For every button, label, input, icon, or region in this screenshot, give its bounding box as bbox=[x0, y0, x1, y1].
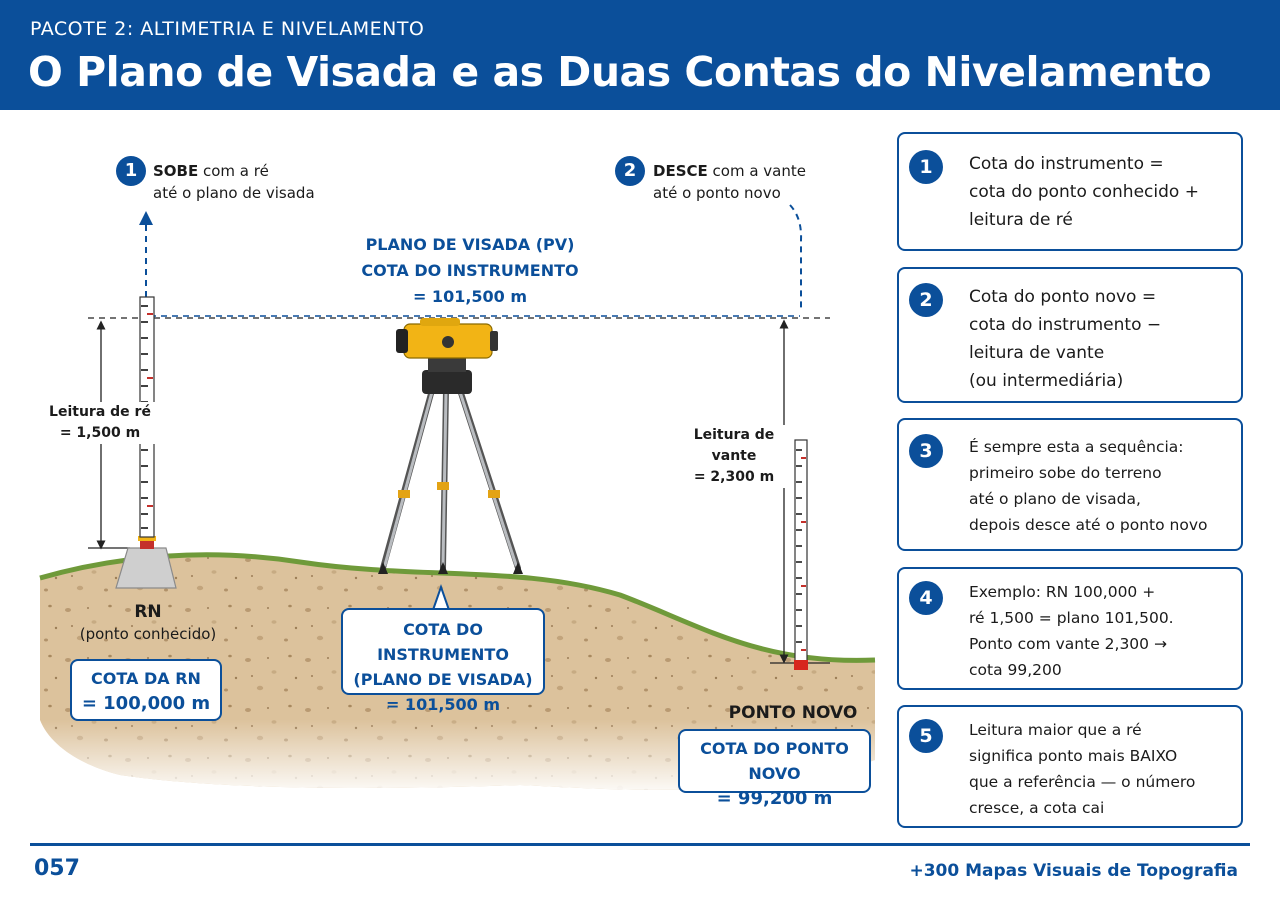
rn-label bbox=[68, 601, 228, 645]
level-instrument bbox=[378, 318, 523, 574]
plane-of-sight-label bbox=[330, 232, 610, 310]
card-1-number: 1 bbox=[909, 150, 943, 184]
pv-line3: = 101,500 m bbox=[412, 287, 528, 306]
step2-verb: DESCE bbox=[653, 162, 708, 180]
card-5-text: Leitura maior que a ré significa ponto mais BAIXO que a referência — o número cresce, a cota cai bbox=[969, 721, 1196, 817]
vante-reading-line1: Leitura de vante bbox=[693, 427, 775, 464]
header-banner bbox=[0, 0, 1280, 110]
card-5-number: 5 bbox=[909, 719, 943, 753]
step1-verb: SOBE bbox=[153, 162, 199, 180]
re-reading-line1: Leitura de ré bbox=[49, 404, 151, 420]
new-point-name: PONTO NOVO bbox=[728, 703, 858, 723]
step2-badge: 2 bbox=[615, 156, 645, 186]
instrument-cota-line1: COTA DO INSTRUMENTO bbox=[377, 620, 509, 664]
series-title: +300 Mapas Visuais de Topografia bbox=[909, 861, 1238, 881]
card-4-number: 4 bbox=[909, 581, 943, 615]
card-2-number: 2 bbox=[909, 283, 943, 317]
card-5 bbox=[897, 705, 1243, 828]
card-4-text: Exemplo: RN 100,000 + ré 1,500 = plano 101,500. Ponto com vante 2,300 → cota 99,200 bbox=[969, 583, 1174, 679]
rod-vante bbox=[794, 440, 808, 670]
card-3 bbox=[897, 418, 1243, 551]
step1-label bbox=[153, 160, 315, 204]
package-kicker: PACOTE 2: ALTIMETRIA E NIVELAMENTO bbox=[30, 18, 425, 40]
instrument-cota-line2: (PLANO DE VISADA) bbox=[353, 670, 533, 689]
instrument-cota-box bbox=[341, 608, 545, 714]
step1-rest: com a ré bbox=[198, 162, 269, 180]
re-reading-line2: = 1,500 m bbox=[59, 425, 141, 441]
vante-reading-line2: = 2,300 m bbox=[693, 469, 775, 485]
rn-desc: (ponto conhecido) bbox=[79, 625, 217, 643]
page-title: O Plano de Visada e as Duas Contas do Nivelamento bbox=[28, 48, 1212, 96]
card-1 bbox=[897, 132, 1243, 251]
vante-reading-label bbox=[676, 425, 792, 488]
step1-line2: até o plano de visada bbox=[153, 184, 315, 202]
pv-line1: PLANO DE VISADA (PV) bbox=[365, 235, 575, 254]
card-3-text: É sempre esta a sequência: primeiro sobe do terreno até o plano de visada, depois desce até o ponto novo bbox=[969, 438, 1208, 534]
rn-cota-box bbox=[70, 659, 222, 721]
new-point-cota-line1: COTA DO PONTO NOVO bbox=[700, 739, 849, 783]
down-arrow bbox=[790, 205, 801, 312]
rn-cota-line2: = 100,000 m bbox=[81, 693, 211, 714]
benchmark-block bbox=[116, 536, 176, 588]
card-2 bbox=[897, 267, 1243, 403]
card-1-text: Cota do instrumento = cota do ponto conhecido + leitura de ré bbox=[969, 154, 1199, 230]
rn-name: RN bbox=[134, 602, 162, 622]
step1-badge: 1 bbox=[116, 156, 146, 186]
instrument-cota-line3: = 101,500 m bbox=[385, 695, 501, 714]
card-3-number: 3 bbox=[909, 434, 943, 468]
new-point-cota-line2: = 99,200 m bbox=[716, 788, 833, 809]
re-reading-label bbox=[30, 402, 170, 444]
page-number: 057 bbox=[34, 856, 80, 881]
card-4 bbox=[897, 567, 1243, 690]
rn-cota-line1: COTA DA RN bbox=[91, 669, 201, 688]
pv-line2: COTA DO INSTRUMENTO bbox=[361, 261, 579, 280]
step2-rest: com a vante bbox=[707, 162, 806, 180]
card-2-text: Cota do ponto novo = cota do instrumento − leitura de vante (ou intermediária) bbox=[969, 287, 1162, 391]
step2-line2: até o ponto novo bbox=[653, 184, 781, 202]
step2-label bbox=[653, 160, 806, 204]
footer-rule bbox=[30, 843, 1250, 846]
new-point-cota-box bbox=[678, 729, 871, 809]
